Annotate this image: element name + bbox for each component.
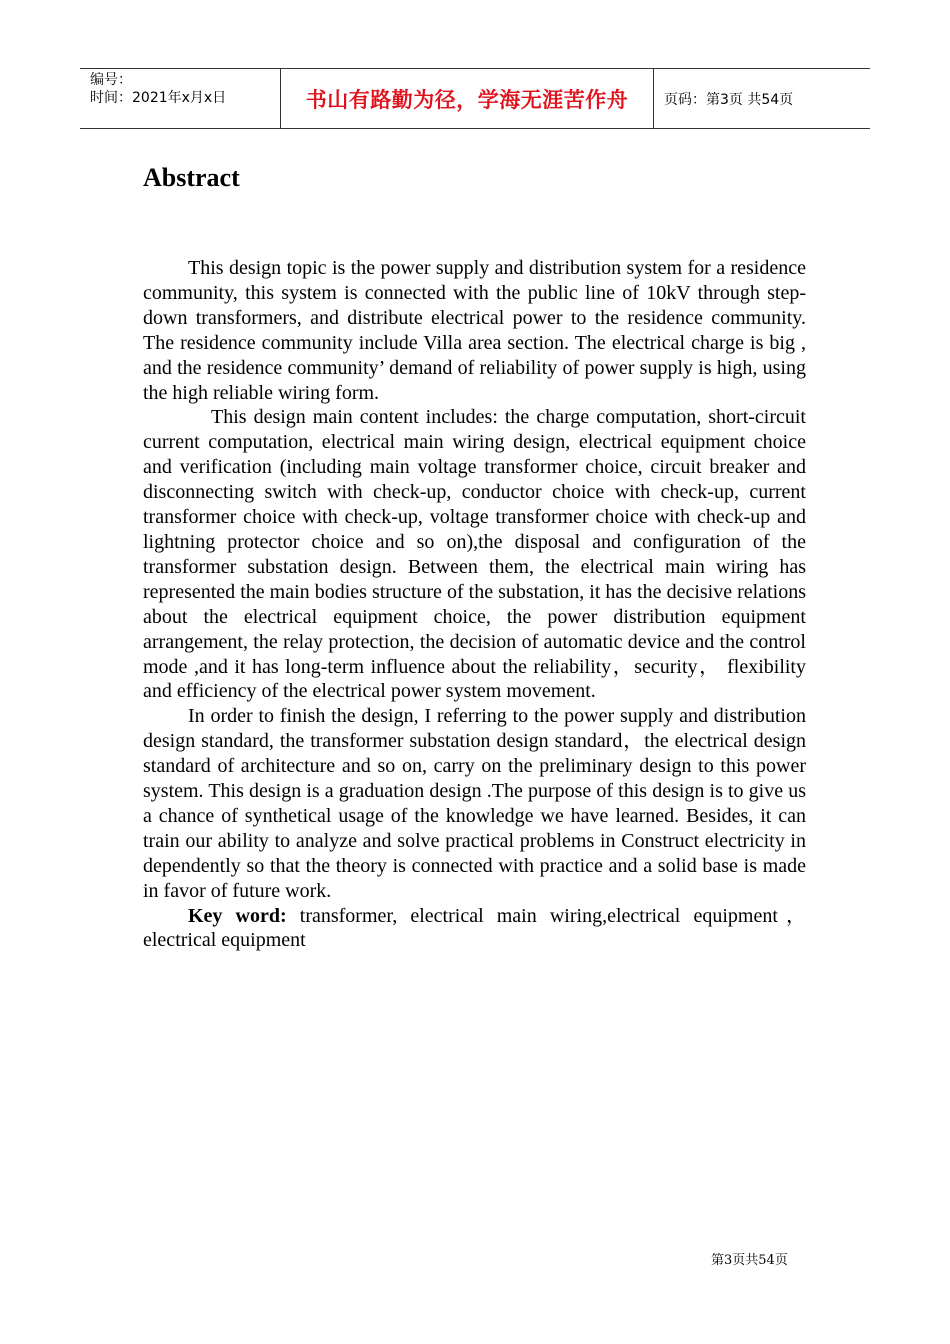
page-footer: 第3页共54页	[711, 1253, 788, 1268]
abstract-paragraph-1: This design topic is the power supply and distribution system for a residence community, this system is connected with the public line of 10kV through step-down transformers, and distribute electrical power to the residence community. The residence community include Villa area section. The electrical charge is big , and the residence community’ demand of reliability of power supply is high, using the high reliable wiring form.	[143, 257, 806, 404]
abstract-paragraph-2: This design main content includes: the charge computation, short-circuit current computation, electrical main wiring design, electrical equipment choice and verification (including main voltage transformer choice, circuit breaker and disconnecting switch with check-up, conductor choice with check-up, current transformer choice with check-up, voltage transformer choice with check-up and lightning protector choice and so on),the disposal and configuration of the transformer substation design. Between them, the electrical main wiring has represented the main bodies structure of the substation, it has the decisive relations about the electrical equipment choice, the power distribution equipment arrangement, the relay protection, the decision of automatic device and the control mode ,and it has long-term influence about the reliability，security， flexibility and efficiency of the electrical power system movement.	[143, 406, 806, 703]
header-motto: 书山有路勤为径，学海无涯苦作舟	[281, 69, 654, 128]
abstract-paragraph-3: In order to finish the design, I referring to the power supply and distribution design standard, the transformer substation design standard，the electrical design standard of architecture and so on, carry on the preliminary design to this power system. This design is a graduation design .The purpose of this design is to give us a chance of synthetical usage of the knowledge we have learned. Besides, it can train our ability to analyze and solve practical problems in Construct electricity in dependently so that the theory is connected with practice and a solid base is made in favor of future work.	[143, 705, 806, 902]
keywords-line	[143, 904, 806, 954]
header-meta	[80, 69, 281, 128]
header-page-info: 页码：第3页 共54页	[664, 91, 794, 108]
abstract-body	[143, 256, 806, 953]
date-label: 时间：2021年x月x日	[90, 90, 227, 106]
keywords-text: transformer, electrical main wiring,electrical equipment，electrical equipment	[143, 904, 806, 952]
serial-number-label: 编号：	[90, 72, 132, 88]
page-header	[80, 68, 870, 129]
keywords-label: Key word:	[188, 904, 287, 927]
page-title: Abstract	[143, 163, 240, 192]
